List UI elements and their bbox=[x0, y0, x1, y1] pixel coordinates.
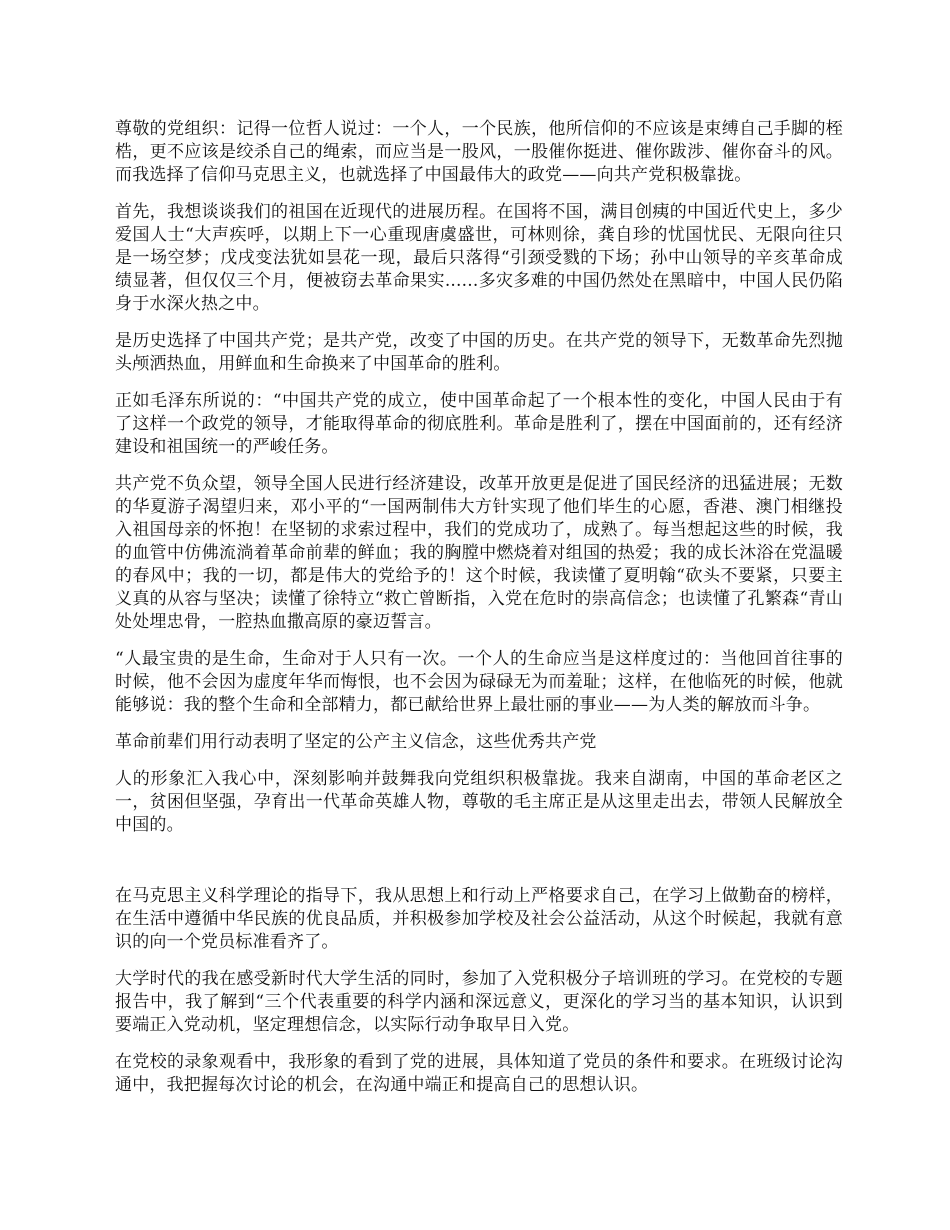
paragraph-reform: 共产党不负众望，领导全国人民进行经济建设，改革开放更是促进了国民经济的迅猛进展；无数的华夏游子渴望归来，邓小平的“一国两制伟大方针实现了他们毕生的心愿，香港、澳门相继投入祖国母亲的怀抱！在坚韧的求索过程中，我们的党成功了，成熟了。每当想起这些的时候，我的血管中仿佛流淌着革命前辈的鲜血；我的胸膛中燃烧着对组国的热爱；我的成长沐浴在党温暖的春风中；我的一切，都是伟大的党给予的！这个时候，我读懂了夏明翰“砍头不要紧，只要主义真的从容与坚决；读懂了徐特立“救亡曾断指，入党在危时的崇高信念；也读懂了孔繁森“青山处处埋忠骨，一腔热血撒高原的豪迈誓言。 bbox=[115, 474, 843, 632]
document-body bbox=[115, 118, 843, 1111]
paragraph-life-quote: “人最宝贵的是生命，生命对于人只有一次。一个人的生命应当是这样度过的：当他回首往事的时候，他不会因为虚度年华而悔恨，也不会因为碌碌无为而羞耻；这样，在他临死的时候，他就能够说：我的整个生命和全部精力，都已献给世界上最壮丽的事业——为人类的解放而斗争。 bbox=[115, 649, 843, 715]
paragraph-university: 大学时代的我在感受新时代大学生活的同时，参加了入党积极分子培训班的学习。在党校的专题报告中，我了解到“三个代表重要的科学内涵和深远意义，更深化的学习当的基本知识，认识到要端正入党动机，坚定理想信念，以实际行动争取早日入党。 bbox=[115, 969, 843, 1035]
paragraph-history: 首先，我想谈谈我们的祖国在近现代的进展历程。在国将不国，满目创痍的中国近代史上，多少爱国人士“大声疾呼，以期上下一心重现唐虞盛世，可林则徐，龚自珍的忧国忧民、无限向往只是一场空梦；戊戌变法犹如昙花一现，最后只落得“引颈受戮的下场；孙中山领导的辛亥革命成绩显著，但仅仅三个月，便被窃去革命果实......多灾多难的中国仍然处在黑暗中，中国人民仍陷身于水深火热之中。 bbox=[115, 202, 843, 314]
paragraph-hunan: 人的形象汇入我心中，深刻影响并鼓舞我向党组织积极靠拢。我来自湖南，中国的革命老区之一，贫困但坚强，孕育出一代革命英雄人物，尊敬的毛主席正是从这里走出去，带领人民解放全中国的。 bbox=[115, 769, 843, 835]
paragraph-party-choice: 是历史选择了中国共产党；是共产党，改变了中国的历史。在共产党的领导下，无数革命先烈抛头颅洒热血，用鲜血和生命换来了中国革命的胜利。 bbox=[115, 331, 843, 374]
paragraph-revolutionaries: 革命前辈们用行动表明了坚定的公产主义信念，这些优秀共产党 bbox=[115, 732, 597, 752]
paragraph-marxism-guidance: 在马克思主义科学理论的指导下，我从思想上和行动上严格要求自己，在学习上做勤奋的榜样，在生活中遵循中华民族的优良品质，并积极参加学校及社会公益活动，从这个时候起，我就有意识的向一个党员标准看齐了。 bbox=[115, 886, 843, 952]
paragraph-greeting: 尊敬的党组织：记得一位哲人说过：一个人，一个民族，他所信仰的不应该是束缚自己手脚的桎梏，更不应该是绞杀自己的绳索，而应当是一股风，一股催你挺进、催你跋涉、催你奋斗的风。而我选择了信仰马克思主义，也就选择了中国最伟大的政党——向共产党积极靠拢。 bbox=[115, 119, 843, 185]
paragraph-mao-quote: 正如毛泽东所说的：“中国共产党的成立，使中国革命起了一个根本性的变化，中国人民由于有了这样一个政党的领导，才能取得革命的彻底胜利。革命是胜利了，摆在中国面前的，还有经济建设和祖国统一的严峻任务。 bbox=[115, 391, 843, 457]
paragraph-party-school: 在党校的录象观看中，我形象的看到了党的进展，具体知道了党员的条件和要求。在班级讨论沟通中，我把握每次讨论的机会，在沟通中端正和提高自己的思想认识。 bbox=[115, 1052, 843, 1095]
